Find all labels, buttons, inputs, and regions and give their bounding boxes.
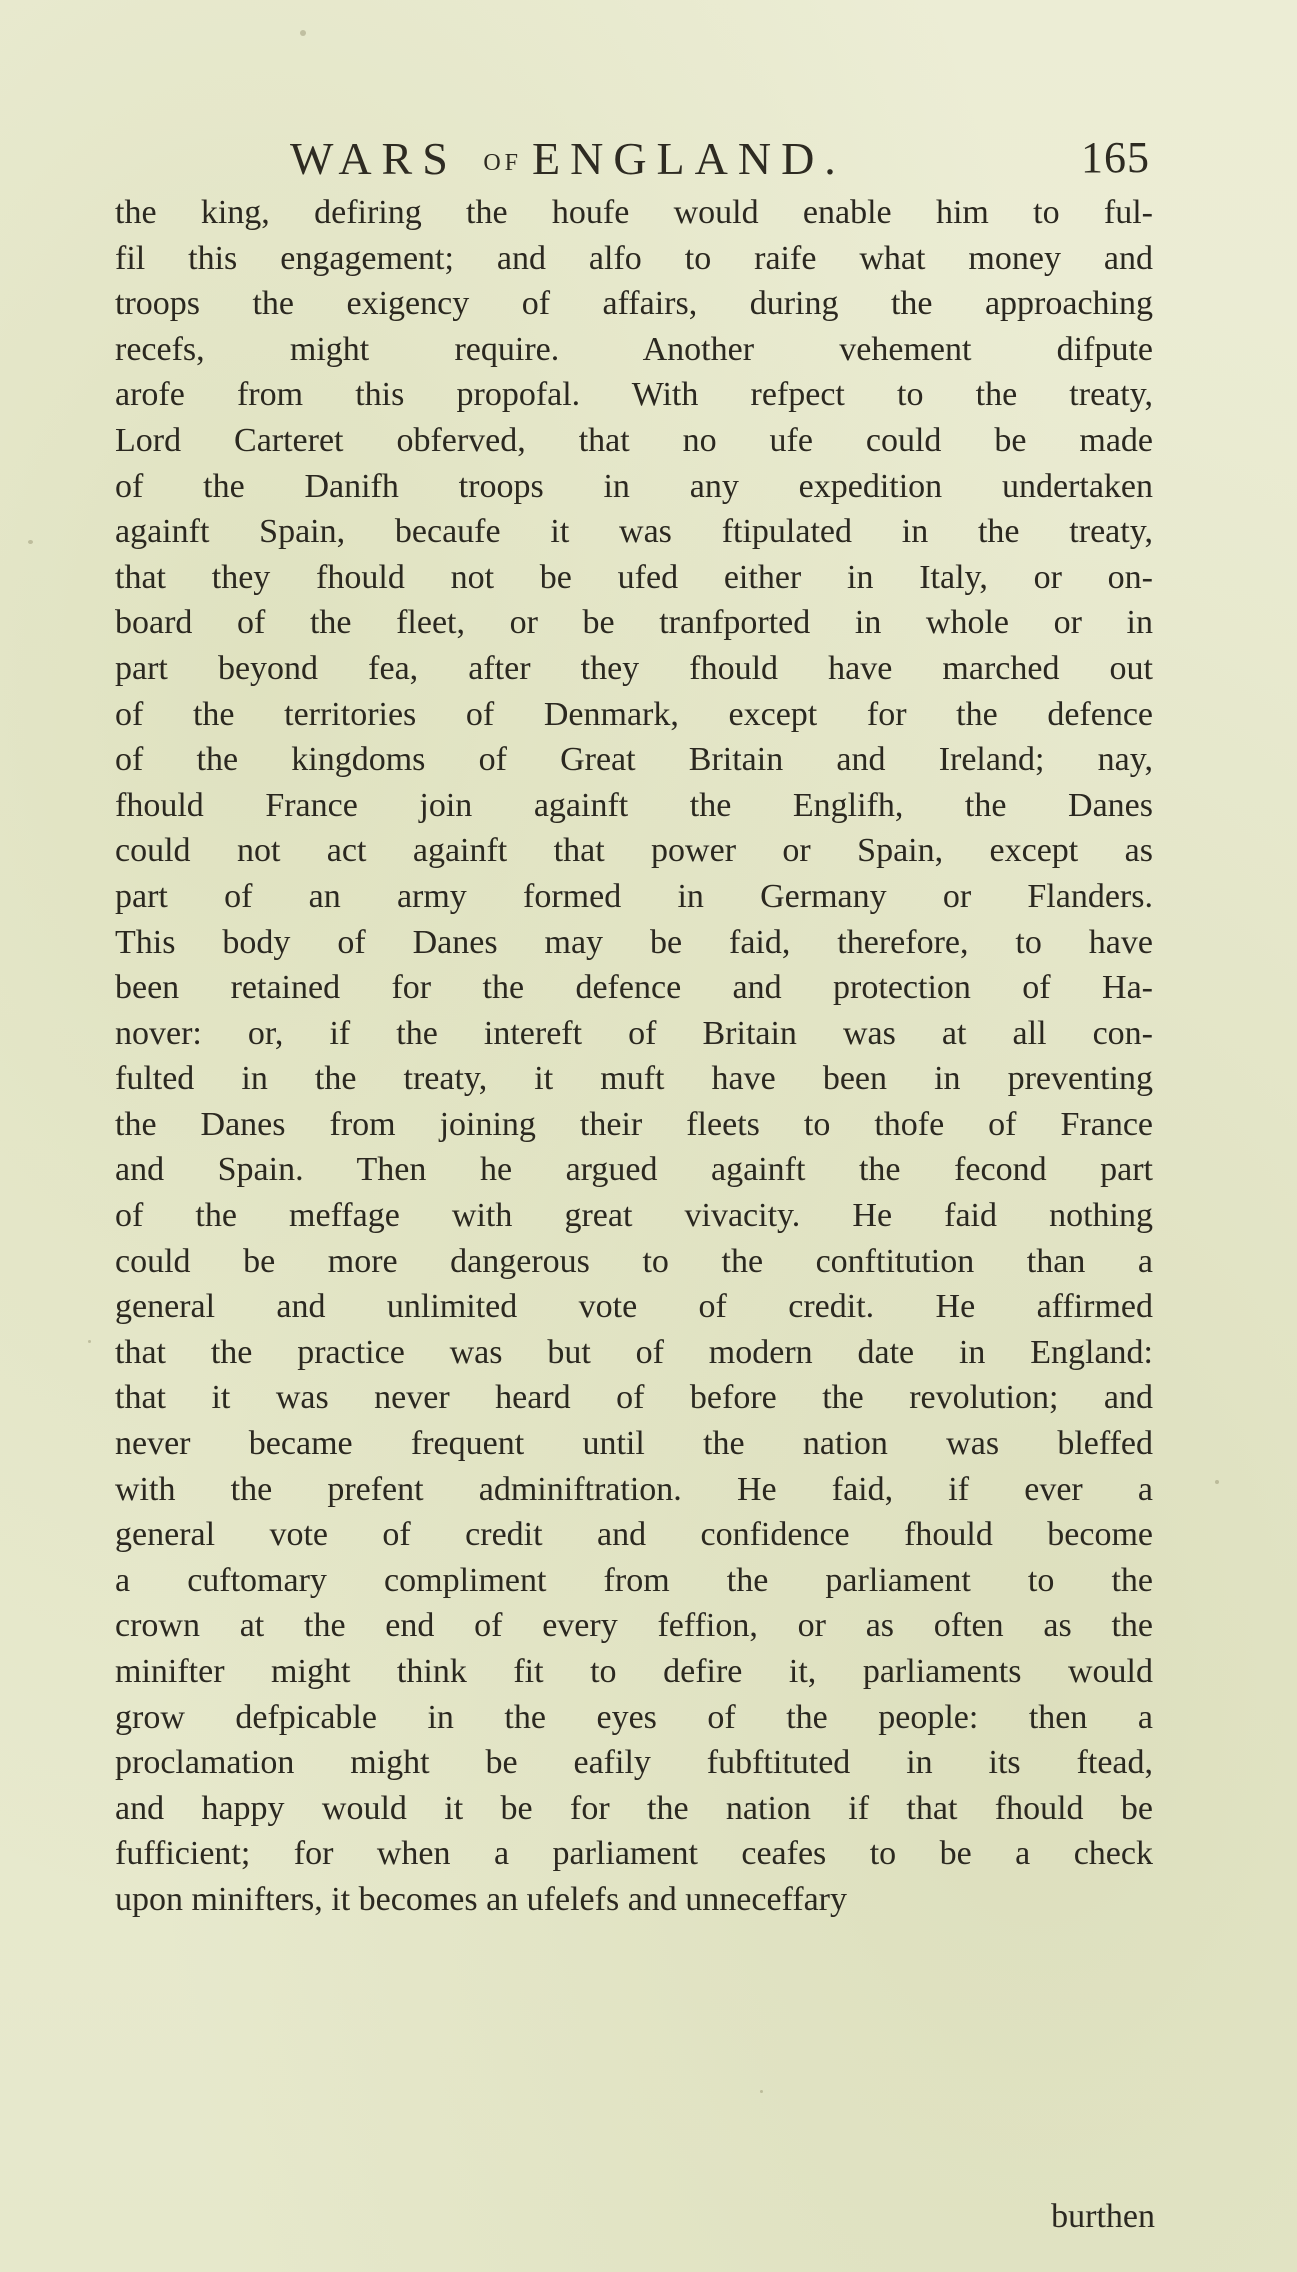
running-title <box>290 132 846 185</box>
text-line: proclamation might be eafily fubftituted in its ftead, <box>115 1744 1153 1782</box>
text-line: of the kingdoms of Great Britain and Ireland; nay, <box>115 741 1153 779</box>
body-text <box>115 190 1153 1923</box>
text-line: the king, defiring the houfe would enable him to ful- <box>115 194 1153 231</box>
text-line: and Spain. Then he argued againft the fecond part <box>115 1151 1153 1189</box>
text-line: general and unlimited vote of credit. He affirmed <box>115 1288 1153 1326</box>
text-line: that it was never heard of before the revolution; and <box>115 1379 1153 1417</box>
text-line: This body of Danes may be faid, therefore, to have <box>115 923 1153 961</box>
text-line: that they fhould not be ufed either in Italy, or on- <box>115 558 1153 596</box>
text-line: upon minifters, it becomes an ufelefs and unneceffary <box>115 1880 847 1918</box>
text-line: againft Spain, becaufe it was ftipulated in the treaty, <box>115 513 1153 551</box>
paper-speck <box>760 2090 763 2093</box>
running-title-of: OF <box>483 150 522 176</box>
text-line: fil this engagement; and alfo to raife what money and <box>115 239 1153 277</box>
text-line: nover: or, if the intereft of Britain was at all con- <box>115 1014 1153 1052</box>
text-line: fufficient; for when a parliament ceafes to be a check <box>115 1835 1153 1873</box>
text-line: board of the fleet, or be tranfported in whole or in <box>115 604 1153 642</box>
running-head <box>290 132 1150 192</box>
text-line: minifter might think fit to defire it, parliaments would <box>115 1653 1153 1690</box>
running-title-wars: WARS <box>290 133 458 184</box>
page-number: 165 <box>1081 133 1150 182</box>
text-line: could be more dangerous to the conftitution than a <box>115 1242 1153 1280</box>
text-line: of the Danifh troops in any expedition undertaken <box>115 467 1153 505</box>
text-line: never became frequent until the nation was bleffed <box>115 1425 1153 1463</box>
text-line: been retained for the defence and protection of Ha- <box>115 969 1153 1007</box>
text-line: and happy would it be for the nation if that fhould be <box>115 1789 1153 1827</box>
text-line: troops the exigency of affairs, during the approaching <box>115 285 1153 323</box>
paper-speck <box>28 540 33 544</box>
text-line: with the prefent adminiftration. He faid, if ever a <box>115 1470 1153 1508</box>
paper-speck <box>1215 1480 1219 1484</box>
text-line: that the practice was but of modern date in England: <box>115 1333 1153 1371</box>
text-line: crown at the end of every feffion, or as often as the <box>115 1607 1153 1645</box>
text-line: recefs, might require. Another vehement difpute <box>115 330 1153 368</box>
text-line: part beyond fea, after they fhould have marched out <box>115 649 1153 687</box>
text-line: grow defpicable in the eyes of the people: then a <box>115 1698 1153 1736</box>
running-title-england: ENGLAND. <box>532 133 846 184</box>
text-line: part of an army formed in Germany or Flanders. <box>115 877 1153 915</box>
text-line: of the meffage with great vivacity. He faid nothing <box>115 1197 1153 1235</box>
text-line: fhould France join againft the Englifh, the Danes <box>115 786 1153 824</box>
paper-speck <box>300 30 306 36</box>
text-line: the Danes from joining their fleets to thofe of France <box>115 1105 1153 1143</box>
text-line: arofe from this propofal. With refpect to the treaty, <box>115 376 1153 414</box>
text-line: Lord Carteret obferved, that no ufe could be made <box>115 421 1153 459</box>
text-line: fulted in the treaty, it muft have been in preventing <box>115 1060 1153 1098</box>
catchword: burthen <box>1051 2198 1155 2235</box>
text-line: of the territories of Denmark, except for the defence <box>115 695 1153 733</box>
text-line: a cuftomary compliment from the parliament to the <box>115 1561 1153 1599</box>
paper-speck <box>88 1340 91 1343</box>
text-line: general vote of credit and confidence fhould become <box>115 1516 1153 1554</box>
text-line: could not act againft that power or Spain, except as <box>115 832 1153 870</box>
